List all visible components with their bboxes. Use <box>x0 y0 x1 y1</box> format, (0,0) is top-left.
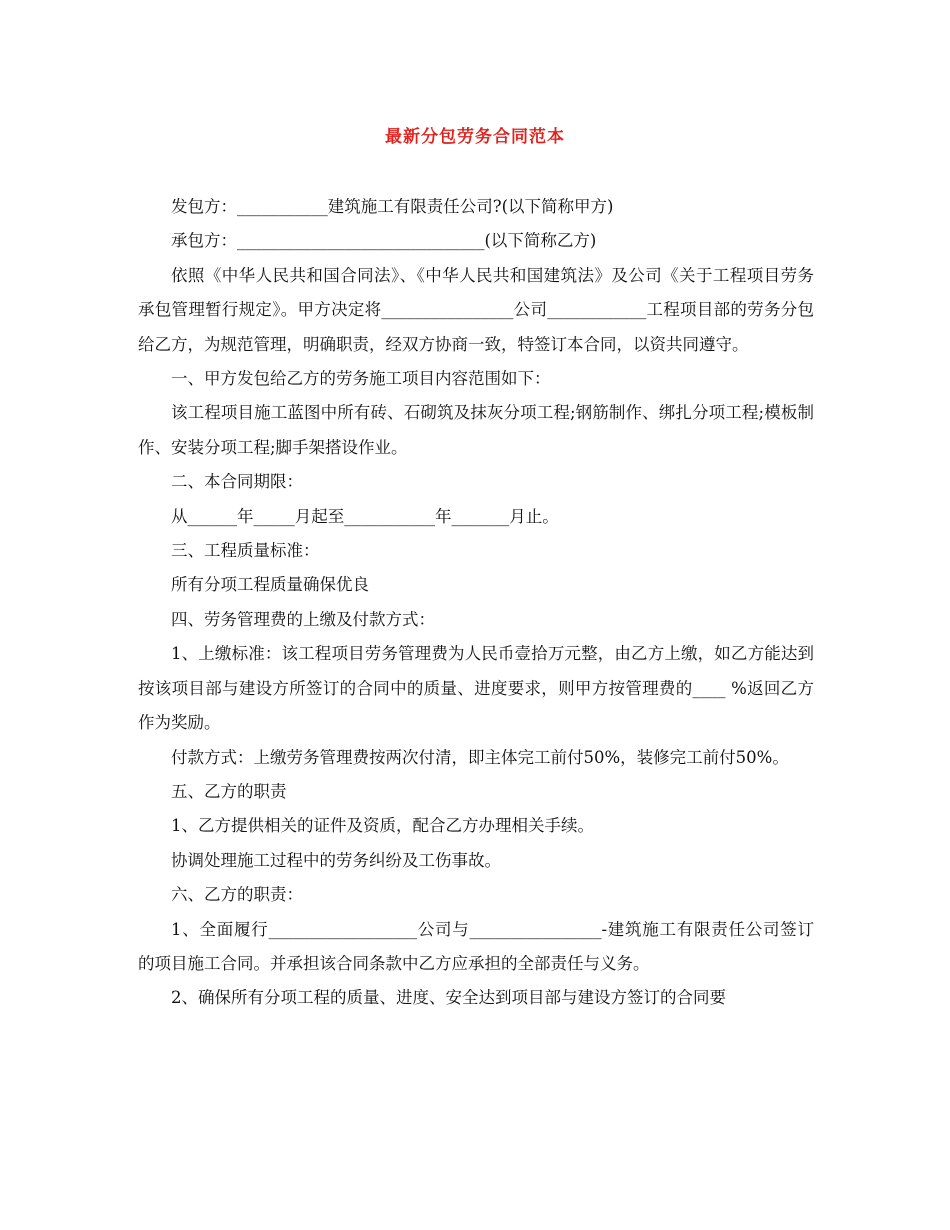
paragraph-preamble: 依照《中华人民共和国合同法》、《中华人民共和国建筑法》及公司《关于工程项目劳务承包管理暂行规定》。甲方决定将________________公司____________工程项目部的劳务分包给乙方，为规范管理，明确职责，经双方协商一致，特签订本合同，以资共同遵守。 <box>138 265 814 354</box>
paragraph-term: 从______年_____月起至___________年_______月止。 <box>171 506 559 526</box>
section-heading-fees: 四、劳务管理费的上缴及付款方式： <box>171 609 435 629</box>
document-body <box>138 190 814 1016</box>
paragraph-duty-6-2: 2、确保所有分项工程的质量、进度、安全达到项目部与建设方签订的合同要 <box>171 988 726 1008</box>
paragraph-duty-5-1: 1、乙方提供相关的证件及资质，配合乙方办理相关手续。 <box>171 816 594 836</box>
document-title: 最新分包劳务合同范本 <box>385 127 565 147</box>
section-heading-scope: 一、甲方发包给乙方的劳务施工项目内容范围如下： <box>171 369 551 389</box>
section-heading-duties-5: 五、乙方的职责 <box>171 781 287 801</box>
paragraph-duty-6-1: 1、全面履行__________________公司与________________-建筑施工有限责任公司签订的项目施工合同。并承担该合同条款中乙方应承担的全部责任与义务。 <box>138 919 814 973</box>
paragraph-payment-method: 付款方式：上缴劳务管理费按两次付清，即主体完工前付50%，装修完工前付50%。 <box>171 747 789 767</box>
section-heading-term: 二、本合同期限： <box>171 472 303 492</box>
section-heading-quality: 三、工程质量标准： <box>171 541 320 561</box>
paragraph-fee-standard: 1、上缴标准：该工程项目劳务管理费为人民币壹拾万元整，由乙方上缴，如乙方能达到按该项目部与建设方所签订的合同中的质量、进度要求，则甲方按管理费的____ %返回乙方作为奖励。 <box>138 644 814 733</box>
paragraph-scope: 该工程项目施工蓝图中所有砖、石砌筑及抹灰分项工程;钢筋制作、绑扎分项工程;模板制作、安装分项工程;脚手架搭设作业。 <box>138 403 814 457</box>
paragraph-contractor: 发包方：___________建筑施工有限责任公司?(以下简称甲方) <box>171 197 614 216</box>
paragraph-subcontractor: 承包方：______________________________(以下简称乙方) <box>171 231 597 251</box>
paragraph-quality: 所有分项工程质量确保优良 <box>171 575 369 595</box>
paragraph-duty-5-2: 协调处理施工过程中的劳务纠纷及工伤事故。 <box>171 850 501 870</box>
section-heading-duties-6: 六、乙方的职责： <box>171 885 303 905</box>
